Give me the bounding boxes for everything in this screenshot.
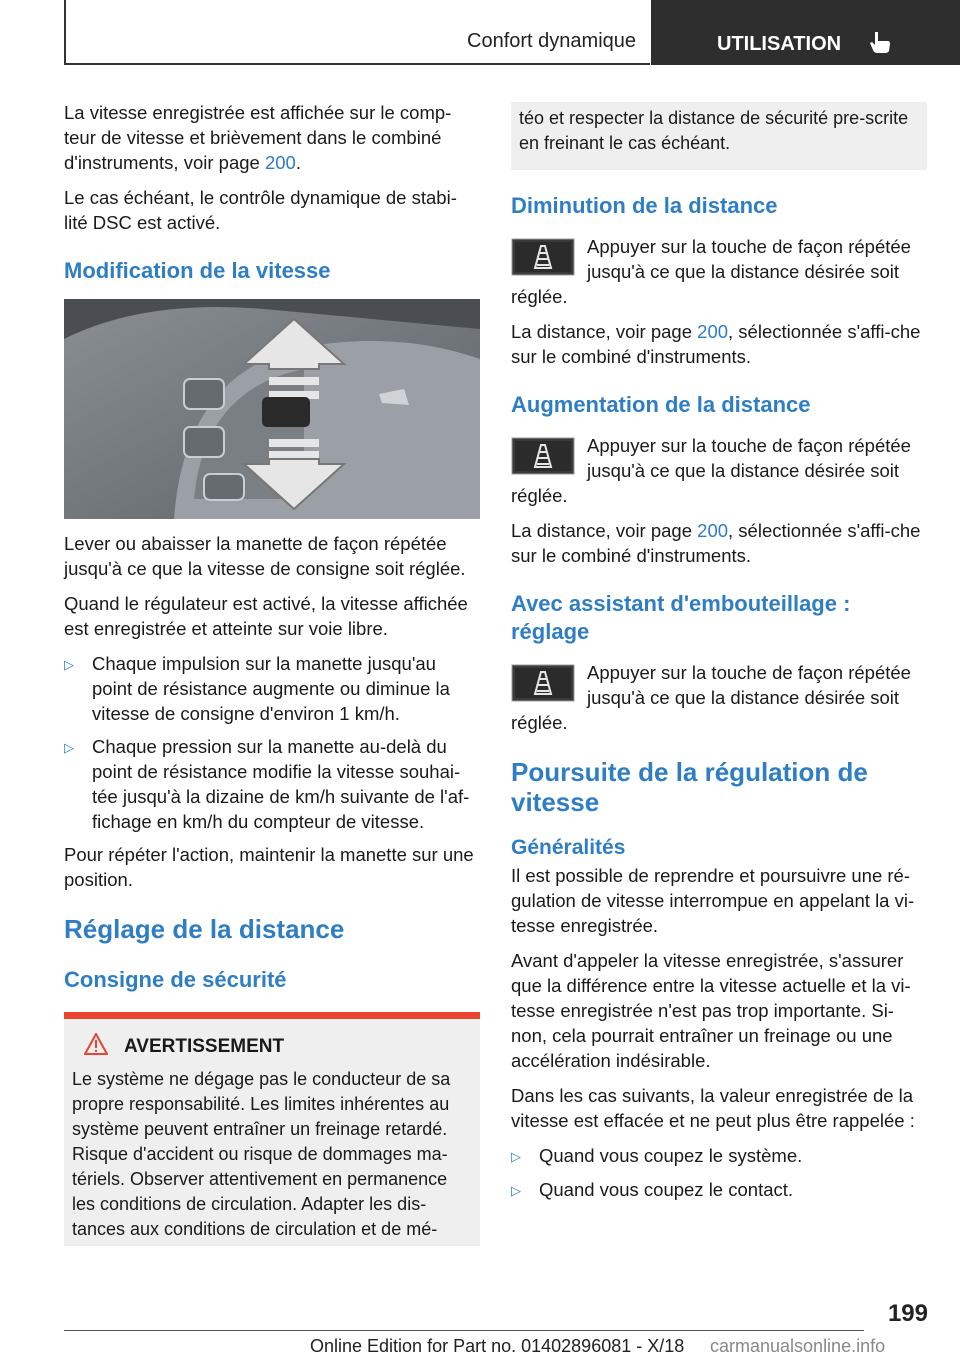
warning-box-continued: téo et respecter la distance de sécurité pre-scrite en freinant le cas échéant. — [511, 102, 927, 170]
heading-general: Généralités — [511, 836, 626, 859]
hand-pointer-icon — [869, 30, 891, 60]
heading-resume-cruise: Poursuite de la régulation de vitesse — [511, 757, 868, 817]
warning-triangle-icon — [84, 1033, 108, 1061]
heading-decrease-distance: Diminution de la distance — [511, 193, 778, 218]
list-item: ▷ Quand vous coupez le système. — [511, 1143, 927, 1169]
key-instruction: Appuyer sur la touche de façon répétée jusqu'à ce que la distance désirée soit réglée. — [511, 662, 911, 733]
page-number: 199 — [887, 1300, 928, 1327]
paragraph-dsc: Le cas échéant, le contrôle dynamique de stabi-lité DSC est activé. — [64, 187, 457, 233]
distance-button-icon — [511, 437, 575, 475]
list-item: ▷ Chaque pression sur la manette au-delà du point de résistance modifie la vitesse souhai-tée jusqu'à la dizaine de km/h suivante de l'af-fichage en km/h du compteur de vitesse. — [64, 736, 470, 832]
paragraph-general-1: Il est possible de reprendre et poursuivre une ré-gulation de vitesse interrompue en appelant la vi-tesse enregistrée. — [511, 865, 915, 936]
warning-text: Le système ne dégage pas le conducteur de sa propre responsabilité. Les limites inhérentes au système peuvent entraîner un freinage retardé. Risque d'accident ou risque de dommages ma-tériels. Observer attentivement en permanence les conditions de circulation. Adapter les dis-tances aux conditions de circulation et de mé- — [72, 1069, 451, 1239]
page-link[interactable]: 200 — [697, 321, 729, 342]
list-item: ▷ Quand vous coupez le contact. — [511, 1177, 927, 1203]
footer-watermark[interactable]: carmanualsonline.info — [710, 1336, 886, 1356]
right-column — [511, 102, 927, 1211]
paragraph-repeat: Pour répéter l'action, maintenir la manette sur une position. — [64, 844, 474, 890]
paragraph-distance-display: La distance, voir page 200, sélectionnée s'affi-che sur le combiné d'instruments. — [511, 321, 921, 367]
warning-box — [64, 1012, 480, 1246]
triangle-bullet-icon: ▷ — [511, 1183, 521, 1198]
paragraph-general-2: Avant d'appeler la vitesse enregistrée, s'assurer que la différence entre la vitesse actuelle et la vi-tesse enregistrée n'est pas trop importante. Si-non, cela pourrait entraîner un freinage ou une accélération indésirable. — [511, 950, 911, 1071]
key-instruction: Appuyer sur la touche de façon répétée jusqu'à ce que la distance désirée soit réglée. — [511, 435, 911, 506]
heading-increase-distance: Augmentation de la distance — [511, 392, 811, 417]
triangle-bullet-icon: ▷ — [64, 657, 74, 672]
distance-button-icon — [511, 664, 575, 702]
heading-safety-note: Consigne de sécurité — [64, 967, 287, 992]
heading-distance-setting: Réglage de la distance — [64, 914, 345, 944]
page-link[interactable]: 200 — [264, 152, 296, 173]
header-rule-bottom — [64, 63, 650, 65]
steering-wheel-figure — [64, 299, 480, 519]
triangle-bullet-icon: ▷ — [511, 1149, 521, 1164]
triangle-bullet-icon: ▷ — [64, 740, 74, 755]
warning-title: AVERTISSEMENT — [124, 1036, 285, 1057]
paragraph-activated: Quand le régulateur est activé, la vitesse affichée est enregistrée et atteinte sur voie libre. — [64, 593, 468, 639]
left-column — [64, 100, 480, 1246]
key-instruction: Appuyer sur la touche de façon répétée jusqu'à ce que la distance désirée soit réglée. — [511, 236, 911, 307]
paragraph-lever: Lever ou abaisser la manette de façon répétée jusqu'à ce que la vitesse de consigne soit réglée. — [64, 533, 466, 579]
heading-traffic-jam-assistant: Avec assistant d'embouteillage : réglage — [511, 591, 851, 644]
list-item: ▷ Chaque impulsion sur la manette jusqu'au point de résistance augmente ou diminue la vitesse de consigne d'environ 1 km/h. — [64, 653, 450, 724]
page-link[interactable]: 200 — [697, 520, 729, 541]
paragraph-distance-display: La distance, voir page 200, sélectionnée s'affi-che sur le combiné d'instruments. — [511, 520, 921, 566]
distance-button-icon — [511, 238, 575, 276]
footer-rule — [64, 1330, 864, 1331]
header-rule-left — [64, 0, 66, 64]
paragraph-stored-speed: La vitesse enregistrée est affichée sur le comp-teur de vitesse et brièvement dans le combiné d'instruments, voir page 200. — [64, 102, 452, 173]
paragraph-general-3: Dans les cas suivants, la valeur enregistrée de la vitesse est effacée et ne peut plus être rappelée : — [511, 1085, 915, 1131]
footer-edition: Online Edition for Part no. 01402896081 - X/18 — [310, 1336, 685, 1356]
heading-speed-change: Modification de la vitesse — [64, 258, 331, 283]
header-chapter-label: UTILISATION — [717, 33, 842, 55]
header-chapter-tab[interactable] — [651, 0, 960, 65]
header-section-title: Confort dynamique — [467, 30, 636, 52]
